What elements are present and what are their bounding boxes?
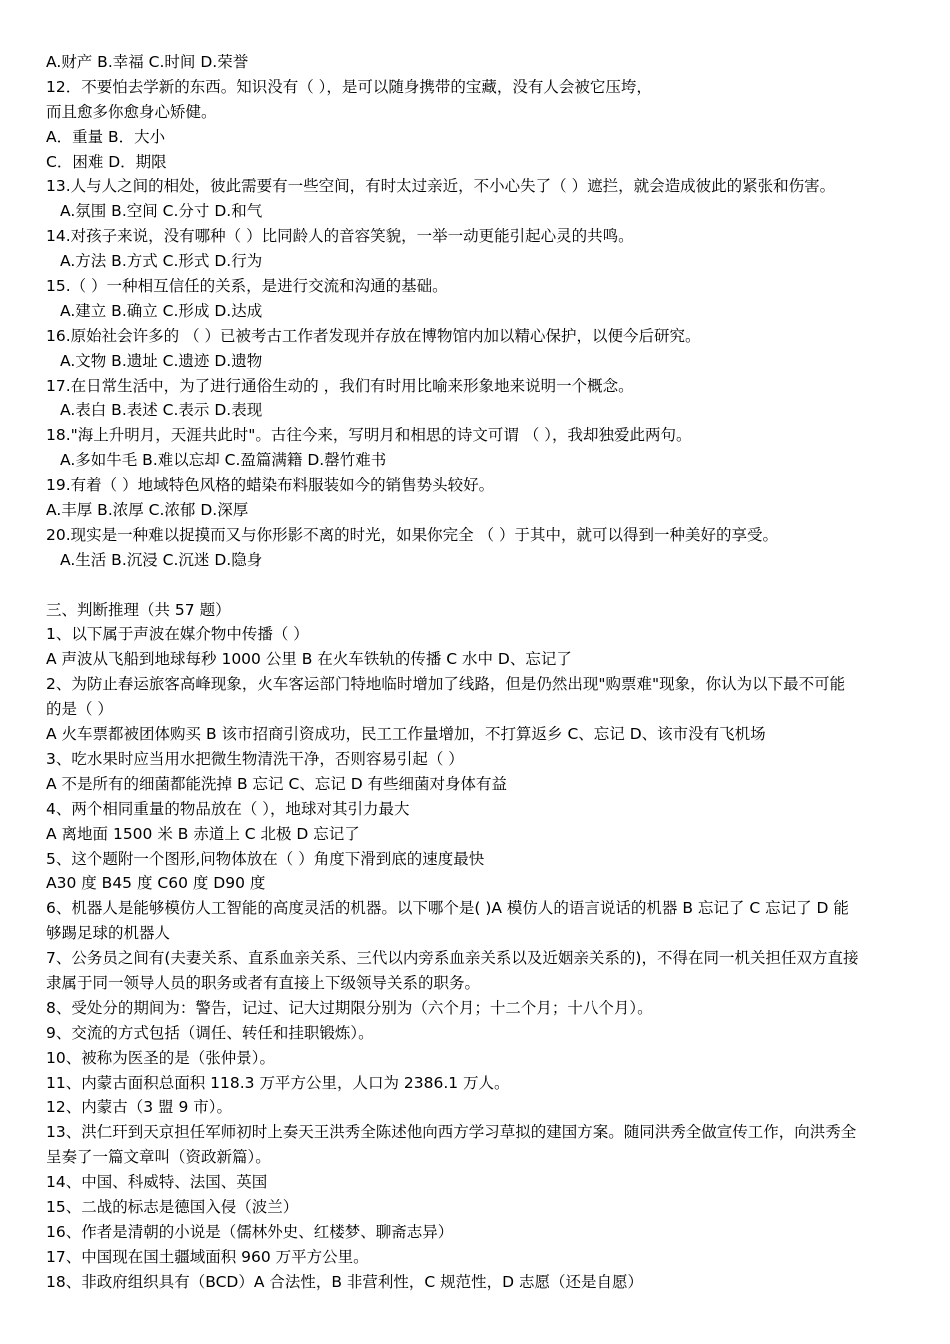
text-line: 三、判断推理（共 57 题） xyxy=(46,600,231,619)
text-line: A.生活 B.沉浸 C.沉迷 D.隐身 xyxy=(60,550,263,569)
text-line: A 离地面 1500 米 B 赤道上 C 北极 D 忘记了 xyxy=(46,824,360,843)
text-line: A．重量 B．大小 xyxy=(46,127,166,146)
text-line: 5、这个题附一个图形,问物体放在（ ）角度下滑到底的速度最快 xyxy=(46,849,485,868)
text-line: A.丰厚 B.浓厚 C.浓郁 D.深厚 xyxy=(46,501,249,520)
text-line: 20.现实是一种难以捉摸而又与你形影不离的时光，如果你完全 （ ）于其中，就可以得到一种美好的享受。 xyxy=(46,525,779,544)
text-line: A 不是所有的细菌都能洗掉 B 忘记 C、忘记 D 有些细菌对身体有益 xyxy=(46,774,508,793)
document-page xyxy=(46,50,910,1295)
text-line: A.表白 B.表述 C.表示 D.表现 xyxy=(60,401,263,420)
text-line: A 声波从飞船到地球每秒 1000 公里 B 在火车铁轨的传播 C 水中 D、忘记了 xyxy=(46,650,572,669)
text-line: 18."海上升明月，天涯共此时"。古往今来，写明月和相思的诗文可谓 （ ），我却独爱此两句。 xyxy=(46,426,692,445)
text-line: C．困难 D．期限 xyxy=(46,152,167,171)
text-line: A.方法 B.方式 C.形式 D.行为 xyxy=(60,252,263,271)
text-line: 16.原始社会许多的 （ ）已被考古工作者发现并存放在博物馆内加以精心保护，以便今后研究。 xyxy=(46,326,701,345)
text-line: 10、被称为医圣的是（张仲景）。 xyxy=(46,1048,275,1067)
text-line: 呈奏了一篇文章叫（资政新篇）。 xyxy=(46,1148,271,1167)
text-line: 够踢足球的机器人 xyxy=(46,924,171,943)
text-line: 6、机器人是能够模仿人工智能的高度灵活的机器。以下哪个是( )A 模仿人的语言说话的机器 B 忘记了 C 忘记了 D 能 xyxy=(46,899,849,918)
text-line: A30 度 B45 度 C60 度 D90 度 xyxy=(46,874,266,893)
text-line: 12、内蒙古（3 盟 9 市）。 xyxy=(46,1098,232,1117)
text-line: 7、公务员之间有(夫妻关系、直系血亲关系、三代以内旁系血亲关系以及近姻亲关系的)，不得在同一机关担任双方直接 xyxy=(46,949,859,968)
text-line: A.多如牛毛 B.难以忘却 C.盈篇满籍 D.罄竹难书 xyxy=(60,451,387,470)
text-line: 15、二战的标志是德国入侵（波兰） xyxy=(46,1197,299,1216)
text-line: 15.（ ）一种相互信任的关系，是进行交流和沟通的基础。 xyxy=(46,277,448,296)
text-line: 2、为防止春运旅客高峰现象，火车客运部门特地临时增加了线路，但是仍然出现"购票难"现象，你认为以下最不可能 xyxy=(46,675,846,694)
text-line: 17、中国现在国土疆域面积 960 万平方公里。 xyxy=(46,1247,369,1266)
text-line: 8、受处分的期间为：警告，记过、记大过期限分别为（六个月；十二个月；十八个月）。 xyxy=(46,998,653,1017)
text-line: 11、内蒙古面积总面积 118.3 万平方公里，人口为 2386.1 万人。 xyxy=(46,1073,510,1092)
text-line: 隶属于同一领导人员的职务或者有直接上下级领导关系的职务。 xyxy=(46,973,481,992)
text-line: 1、以下属于声波在媒介物中传播（ ） xyxy=(46,625,309,644)
text-line: 3、吃水果时应当用水把微生物清洗干净，否则容易引起（ ） xyxy=(46,749,464,768)
text-line: 12．不要怕去学新的东西。知识没有（ ），是可以随身携带的宝藏，没有人会被它压垮， xyxy=(46,77,652,96)
text-line: 18、非政府组织具有（BCD）A 合法性，B 非营利性，C 规范性，D 志愿（还是自愿） xyxy=(46,1272,644,1291)
text-line: 17.在日常生活中，为了进行通俗生动的 ，我们有时用比喻来形象地来说明一个概念。 xyxy=(46,376,634,395)
text-line: 的是（ ） xyxy=(46,700,113,719)
text-line: 19.有着（ ）地域特色风格的蜡染布料服装如今的销售势头较好。 xyxy=(46,476,495,495)
text-line: 4、两个相同重量的物品放在（ ），地球对其引力最大 xyxy=(46,799,410,818)
text-line: A.氛围 B.空间 C.分寸 D.和气 xyxy=(60,202,263,221)
text-line: 13.人与人之间的相处，彼此需要有一些空间，有时太过亲近，不小心失了（ ）遮拦，就会造成彼此的紧张和伤害。 xyxy=(46,177,836,196)
text-line: A 火车票都被团体购买 B 该市招商引资成功，民工工作量增加，不打算返乡 C、忘记 D、该市没有飞机场 xyxy=(46,725,766,744)
text-line: 14.对孩子来说，没有哪种（ ）比同龄人的音容笑貌，一举一动更能引起心灵的共鸣。 xyxy=(46,227,634,246)
text-line xyxy=(46,573,910,598)
text-line: 13、洪仁玕到天京担任军师初时上奏天王洪秀全陈述他向西方学习草拟的建国方案。随同洪秀全做宣传工作，向洪秀全 xyxy=(46,1123,857,1142)
text-line: A.文物 B.遗址 C.遗迹 D.遗物 xyxy=(60,351,263,370)
text-line: A.财产 B.幸福 C.时间 D.荣誉 xyxy=(46,53,249,71)
text-line: 14、中国、科威特、法国、英国 xyxy=(46,1173,268,1192)
text-line: 9、交流的方式包括（调任、转任和挂职锻炼）。 xyxy=(46,1023,374,1042)
text-line: 16、作者是清朝的小说是（儒林外史、红楼梦、聊斋志异） xyxy=(46,1222,454,1241)
text-line: A.建立 B.确立 C.形成 D.达成 xyxy=(60,301,263,320)
text-line: 而且愈多你愈身心矫健。 xyxy=(46,102,217,121)
